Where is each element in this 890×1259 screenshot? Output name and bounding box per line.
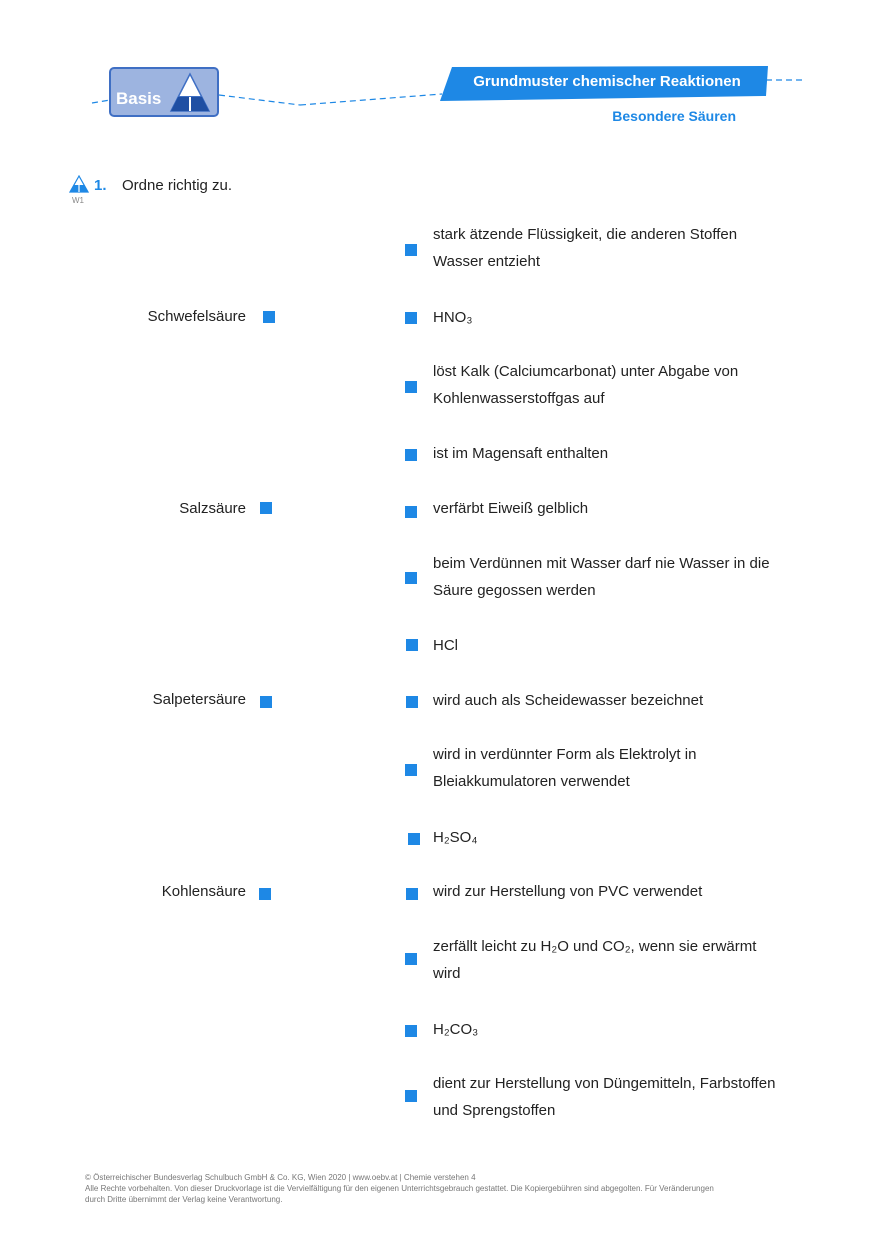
right-item-text: H₂CO₃ [433,1021,479,1038]
right-item-checkbox[interactable] [406,888,418,900]
right-item-checkbox[interactable] [405,1090,417,1102]
right-item-checkbox[interactable] [405,506,417,518]
task-number: 1. [94,177,107,194]
left-item-checkbox[interactable] [259,888,271,900]
right-item-text: HCl [433,637,458,654]
footer-copyright: © Österreichischer Bundesverlag Schulbuch GmbH & Co. KG, Wien 2020 | www.oebv.at | Chemie verstehen 4 [85,1173,476,1182]
right-item-checkbox[interactable] [406,639,418,651]
right-item-checkbox[interactable] [408,833,420,845]
task-code: W1 [72,196,84,205]
header-decoration [0,0,890,140]
logo-text: Basis [116,89,162,108]
right-item-text: ist im Magensaft enthalten [433,445,609,462]
left-item-label: Kohlensäure [161,883,246,900]
left-item-label: Salpetersäure [152,691,246,708]
right-item-text: H₂SO₄ [433,829,478,846]
right-item-text: HNO₃ [433,309,473,326]
left-item-label: Salzsäure [179,500,246,517]
right-item-text: stark ätzende Flüssigkeit, die anderen Stoffen Wasser entzieht [433,226,738,270]
right-item-text: wird in verdünnter Form als Elektrolyt in Bleiakkumulatoren verwendet [433,746,697,790]
right-item-checkbox[interactable] [405,572,417,584]
right-item-checkbox[interactable] [405,312,417,324]
right-item-checkbox[interactable] [405,953,417,965]
right-item-checkbox[interactable] [405,381,417,393]
left-item-checkbox[interactable] [260,696,272,708]
left-item-checkbox[interactable] [260,502,272,514]
right-item-checkbox[interactable] [405,244,417,256]
right-item-checkbox[interactable] [405,1025,417,1037]
right-item-text: beim Verdünnen mit Wasser darf nie Wasser in die Säure gegossen werden [433,555,770,599]
right-item-checkbox[interactable] [406,696,418,708]
footer-disclaimer: durch Dritte übernimmt der Verlag keine Verantwortung. [85,1195,283,1204]
right-item-text: zerfällt leicht zu H₂O und CO₂, wenn sie erwärmt wird [433,938,757,982]
right-item-text: wird zur Herstellung von PVC verwendet [433,883,703,900]
right-item-checkbox[interactable] [405,449,417,461]
right-item-text: verfärbt Eiweiß gelblich [433,500,589,517]
left-item-label: Schwefelsäure [147,308,246,325]
pyramid-task-icon [69,175,89,193]
right-item-text: löst Kalk (Calciumcarbonat) unter Abgabe von Kohlenwasserstoffgas auf [433,363,739,407]
left-item-checkbox[interactable] [263,311,275,323]
footer-rights: Alle Rechte vorbehalten. Von dieser Druckvorlage ist die Vervielfältigung für den eigenen Unterrichtsgebrauch gestattet. Die Kopiergebühren sind abgegolten. Für Veränderungen [85,1184,714,1193]
right-item-checkbox[interactable] [405,764,417,776]
section-subtitle: Besondere Säuren [612,108,736,124]
chapter-title: Grundmuster chemischer Reaktionen [473,73,741,90]
footer [85,1172,805,1205]
right-item-text: dient zur Herstellung von Düngemitteln, Farbstoffen und Sprengstoffen [433,1075,776,1119]
task-instruction: Ordne richtig zu. [122,177,233,194]
right-item-text: wird auch als Scheidewasser bezeichnet [433,692,704,709]
